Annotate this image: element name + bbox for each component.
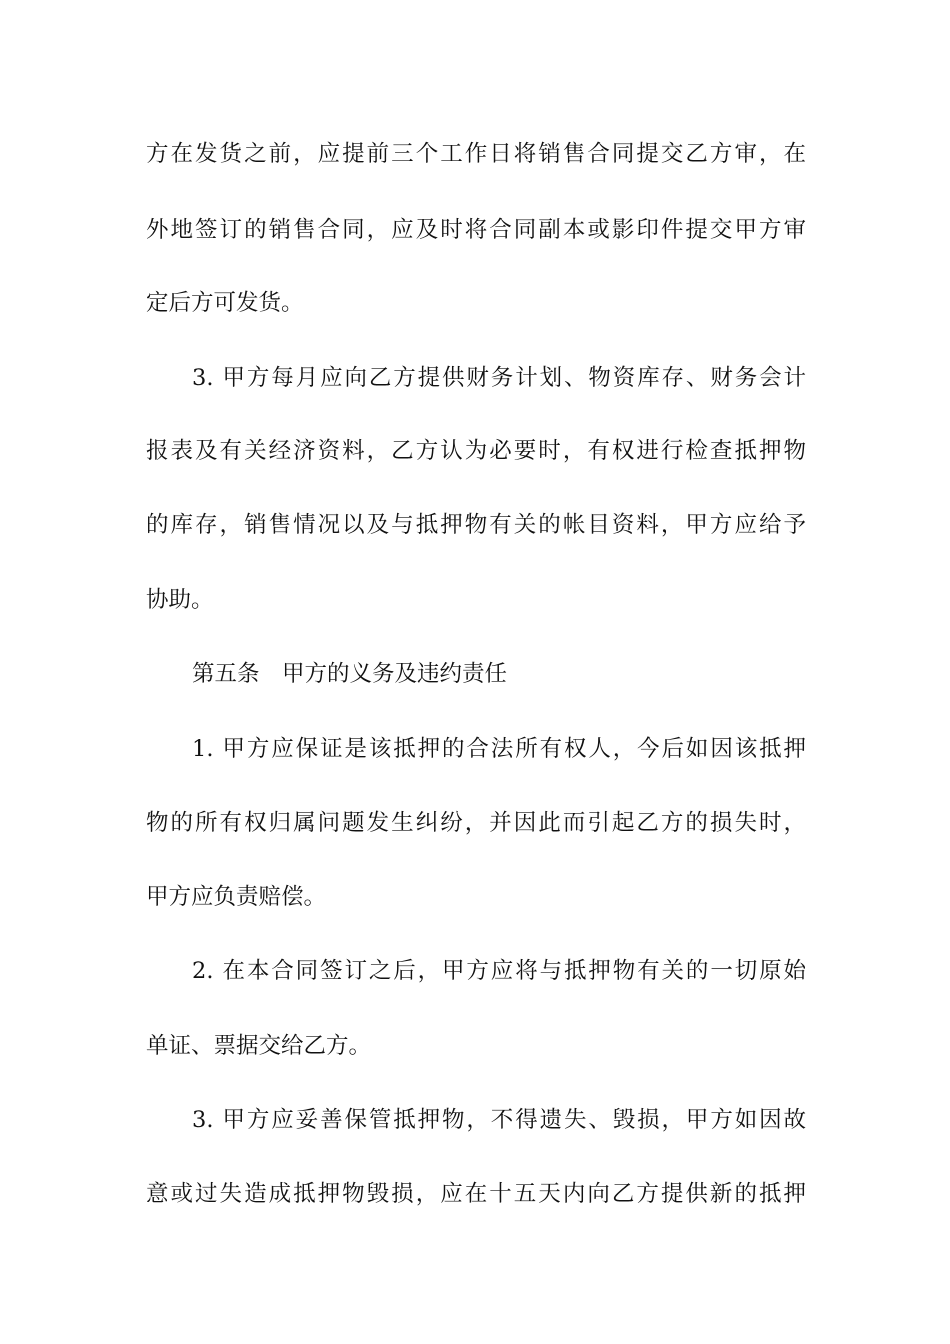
body-text-line: 定后方可发货。 (146, 290, 304, 316)
clause-2-start: 2. 在本合同签订之后，甲方应将与抵押物有关的一切原始 (192, 958, 806, 984)
body-text-line: 意或过失造成抵押物毁损，应在十五天内向乙方提供新的抵押 (146, 1181, 806, 1207)
section-heading: 第五条 甲方的义务及违约责任 (192, 661, 508, 687)
paragraph-3-start: 3. 甲方每月应向乙方提供财务计划、物资库存、财务会计 (192, 365, 806, 391)
body-text-line: 物的所有权归属问题发生纠纷，并因此而引起乙方的损失时， (146, 810, 806, 836)
clause-3-start: 3. 甲方应妥善保管抵押物，不得遗失、毁损，甲方如因故 (192, 1107, 806, 1133)
body-text-line: 单证、票据交给乙方。 (146, 1033, 372, 1059)
body-text-line: 甲方应负责赔偿。 (146, 884, 327, 910)
body-text-line: 报表及有关经济资料，乙方认为必要时，有权进行检查抵押物 (146, 438, 806, 464)
clause-1-start: 1. 甲方应保证是该抵押的合法所有权人，今后如因该抵押 (192, 736, 806, 762)
body-text-line: 外地签订的销售合同，应及时将合同副本或影印件提交甲方审 (146, 217, 806, 243)
body-text-line: 协助。 (146, 587, 214, 613)
body-text-line: 方在发货之前，应提前三个工作日将销售合同提交乙方审，在 (146, 141, 806, 167)
body-text-line: 的库存，销售情况以及与抵押物有关的帐目资料，甲方应给予 (146, 512, 806, 538)
